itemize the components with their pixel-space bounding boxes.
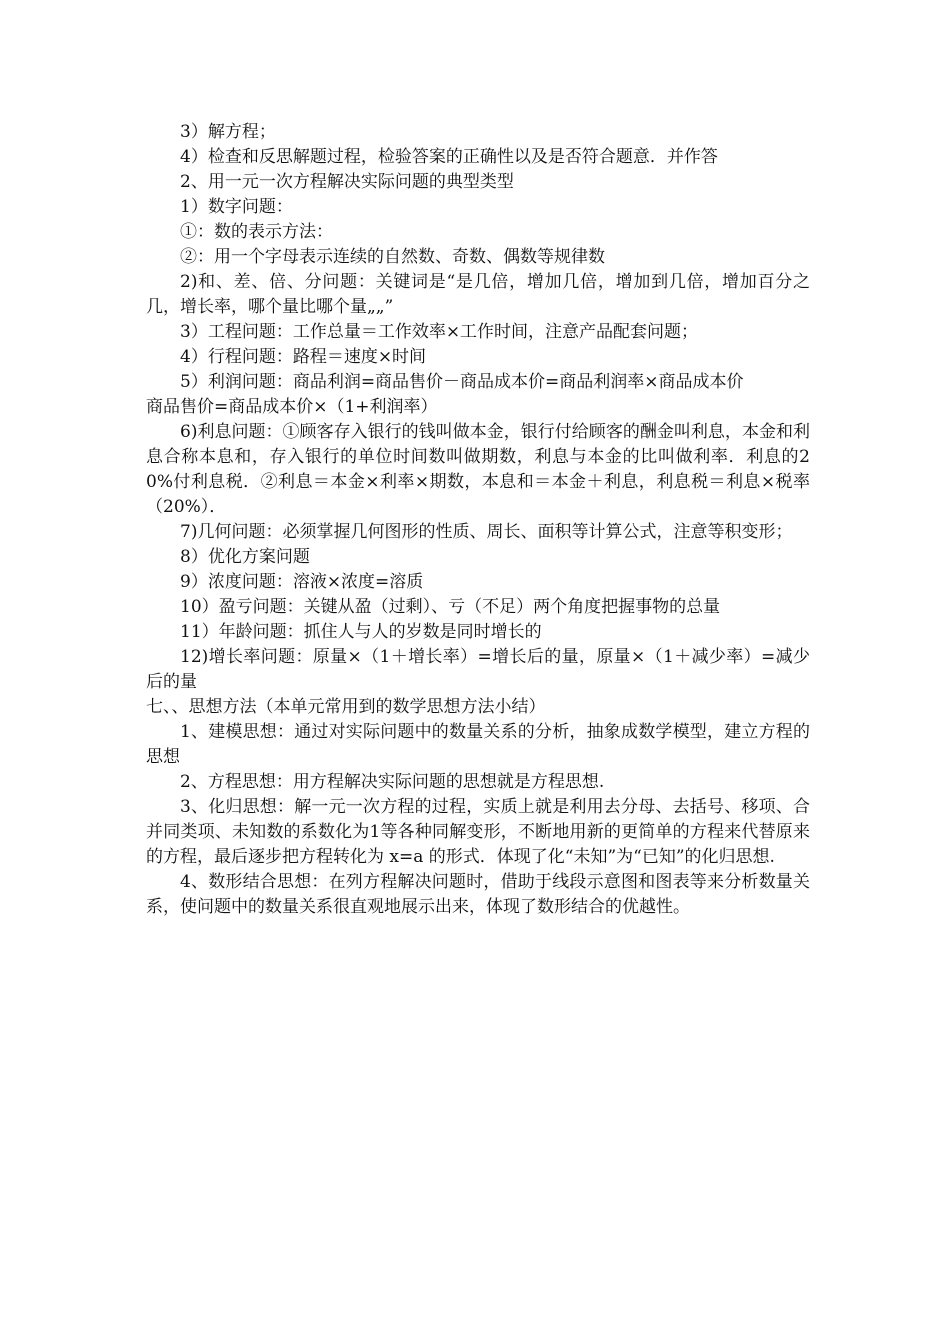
paragraph-geometry-problems: 7)几何问题：必须掌握几何图形的性质、周长、面积等计算公式，注意等积变形；: [180, 522, 793, 542]
paragraph-optimization-problems: 8）优化方案问题: [180, 547, 310, 567]
paragraph-profit-problems: 5）利润问题：商品利润=商品售价－商品成本价=商品利润率×商品成本价: [180, 372, 744, 392]
paragraph-typical-types-heading: 2、用一元一次方程解决实际问题的典型类型: [180, 172, 514, 192]
paragraph-multiple-problems: 2)和、差、倍、分问题：关键词是“是几倍，增加几倍，增加到几倍，增加百分之几，增长率，哪个量比哪个量„„”: [146, 272, 810, 317]
paragraph-number-representation: ①：数的表示方法：: [180, 222, 333, 242]
paragraph-travel-problems: 4）行程问题：路程＝速度×时间: [180, 347, 427, 367]
paragraph-equation-thinking: 2、方程思想：用方程解决实际问题的思想就是方程思想.: [180, 772, 605, 792]
paragraph-interest-problems: 6)利息问题：①顾客存入银行的钱叫做本金，银行付给顾客的酬金叫利息，本金和利息合称本息和，存入银行的单位时间数叫做期数，利息与本金的比叫做利率．利息的20%付利息税．②利息＝本金×利率×期数，本息和＝本金＋利息，利息税＝利息×税率（20%）．: [146, 422, 810, 517]
paragraph-work-problems: 3）工程问题：工作总量＝工作效率×工作时间，注意产品配套问题；: [180, 322, 699, 342]
paragraph-number-shape-thinking: 4、数形结合思想：在列方程解决问题时，借助于线段示意图和图表等来分析数量关系，使问题中的数量关系很直观地展示出来，体现了数形结合的优越性。: [146, 872, 810, 917]
document-body: [146, 120, 810, 920]
paragraph-number-problems: 1）数字问题：: [180, 197, 293, 217]
paragraph-concentration-problems: 9）浓度问题：溶液×浓度=溶质: [180, 572, 424, 592]
paragraph-check-answer: 4）检查和反思解题过程，检验答案的正确性以及是否符合题意．并作答: [180, 147, 718, 167]
paragraph-surplus-deficit-problems: 10）盈亏问题：关键从盈（过剩）、亏（不足）两个角度把握事物的总量: [180, 597, 721, 617]
paragraph-growth-rate-problems: 12)增长率问题：原量×（1＋增长率）=增长后的量，原量×（1＋减少率）=减少后的量: [146, 647, 810, 692]
paragraph-selling-price: 商品售价=商品成本价×（1+利润率）: [146, 397, 438, 417]
paragraph-consecutive-numbers: ②：用一个字母表示连续的自然数、奇数、偶数等规律数: [180, 247, 605, 267]
section-heading-thinking-methods: 七、、思想方法（本单元常用到的数学思想方法小结）: [146, 697, 546, 717]
paragraph-modeling-thinking: 1、建模思想：通过对实际问题中的数量关系的分析，抽象成数学模型，建立方程的思想: [146, 722, 810, 767]
paragraph-age-problems: 11）年龄问题：抓住人与人的岁数是同时增长的: [180, 622, 542, 642]
paragraph-solve-equation: 3）解方程；: [180, 122, 276, 142]
paragraph-reduction-thinking: 3、化归思想：解一元一次方程的过程，实质上就是利用去分母、去括号、移项、合并同类项、未知数的系数化为1等各种同解变形，不断地用新的更简单的方程来代替原来的方程，最后逐步把方程转化为 x=a 的形式．体现了化“未知”为“已知”的化归思想.: [146, 797, 810, 867]
